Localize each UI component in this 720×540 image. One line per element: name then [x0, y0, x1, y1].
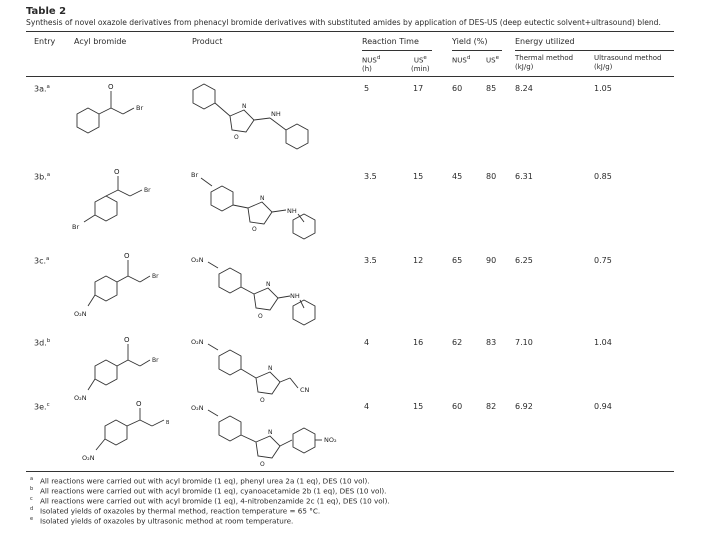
n-label: N [242, 103, 247, 110]
row-3e-acyl-bromide-structure [66, 398, 186, 470]
row-3c-yield-us: 90 [486, 256, 497, 265]
row-3d-yield-nus: 62 [452, 338, 463, 347]
row-3e-thermal: 6.92 [515, 402, 533, 411]
row-3a-us-time: 17 [413, 84, 424, 93]
nitro-label: O₂N [191, 404, 204, 412]
row-3a-thermal: 8.24 [515, 84, 533, 93]
row-3b-us-time: 15 [413, 172, 424, 181]
n-label: N [268, 365, 273, 372]
nitro-label: O₂N [74, 310, 87, 318]
oxygen-label: O [114, 168, 120, 176]
row-3a-entry: 3a.$^a$ [34, 84, 50, 94]
header-rule [26, 76, 674, 77]
row-3d-thermal: 7.10 [515, 338, 533, 347]
row-3a-yield-nus: 60 [452, 84, 463, 93]
nh-label: NH [271, 110, 281, 118]
header-reaction-time: Reaction Time [362, 37, 419, 46]
header-yield: Yield (%) [452, 37, 488, 46]
partial-b-label: B [166, 420, 170, 426]
o-label: O [234, 134, 239, 141]
nitro-label: O₂N [74, 394, 87, 402]
row-3b-ultrasound: 0.85 [594, 172, 612, 181]
row-3c-us-time: 12 [413, 256, 424, 265]
footnote-c: $^c$ All reactions were carried out with acyl bromide (1 eq), 4-nitrobenzamide 2c (1 eq), DES (10 vol). [30, 496, 390, 506]
row-3d-nus-time: 4 [364, 338, 370, 347]
row-3b-nus-time: 3.5 [364, 172, 377, 181]
row-3c-product-structure [186, 250, 336, 330]
header-energy-utilized: Energy utilized [515, 37, 575, 46]
bromine-label: Br [136, 104, 144, 112]
row-3b-entry: 3b.$^a$ [34, 172, 51, 182]
nitro-label: O₂N [191, 256, 204, 264]
row-3c-entry: 3c.$^a$ [34, 256, 50, 266]
nitro-right-label: NO₂ [324, 436, 337, 444]
bottom-rule [26, 471, 674, 472]
nitro-label: O₂N [82, 454, 95, 462]
row-3d-acyl-bromide-structure [66, 332, 176, 408]
footnote-e: $^e$ Isolated yields of oxazoles by ultrasonic method at room temperature. [30, 516, 294, 526]
cyano-label: CN [300, 386, 310, 394]
row-3b-product-structure [186, 166, 336, 242]
oxygen-label: O [124, 336, 130, 344]
subheader-us-min: $US^e$ (min) [411, 55, 430, 74]
n-label: N [268, 429, 273, 436]
partial-br-label: Br [152, 357, 159, 364]
row-3b-acyl-bromide-structure [66, 166, 176, 238]
row-3a-acyl-bromide-structure [66, 78, 166, 150]
n-label: N [260, 195, 265, 202]
row-3a-product-structure [186, 78, 336, 152]
table-caption: Synthesis of novel oxazole derivatives from phenacyl bromide derivatives with substituted amides by application of DES-US (deep eutectic solvent+ultrasound) blend. [26, 18, 661, 27]
row-3b-yield-nus: 45 [452, 172, 463, 181]
header-entry: Entry [34, 37, 56, 46]
row-3c-yield-nus: 65 [452, 256, 463, 265]
subrule-yield [452, 50, 502, 51]
subheader-ultrasound: Ultrasound method (kJ/g) [594, 54, 662, 71]
o-label: O [260, 461, 265, 468]
subheader-thermal: Thermal method (kJ/g) [515, 54, 574, 71]
subheader-nus-h: NUS$^d$ (h) [362, 55, 381, 74]
row-3a-ultrasound: 1.05 [594, 84, 612, 93]
header-acyl-bromide: Acyl bromide [74, 37, 127, 46]
row-3e-product-structure [186, 398, 376, 470]
row-3e-entry: 3e.$^c$ [34, 402, 50, 412]
subrule-energy [515, 50, 674, 51]
row-3b-yield-us: 80 [486, 172, 497, 181]
row-3c-acyl-bromide-structure [66, 250, 176, 326]
subrule-time [362, 50, 432, 51]
table-label: Table 2 [26, 6, 67, 17]
n-label: N [266, 281, 271, 288]
o-label: O [252, 226, 257, 233]
row-3d-entry: 3d.$^b$ [34, 338, 51, 348]
footnote-b: $^b$ All reactions were carried out with acyl bromide (1 eq), cyanoacetamide 2b (1 eq), DES (10 vol). [30, 486, 387, 496]
row-3e-nus-time: 4 [364, 402, 370, 411]
bromine-label: Br [191, 171, 199, 179]
row-3d-us-time: 16 [413, 338, 424, 347]
row-3e-yield-us: 82 [486, 402, 497, 411]
row-3b-thermal: 6.31 [515, 172, 533, 181]
row-3a-yield-us: 85 [486, 84, 497, 93]
oxygen-label: O [124, 252, 130, 260]
row-3e-ultrasound: 0.94 [594, 402, 612, 411]
oxygen-label: O [136, 400, 142, 408]
nh-label: NH [287, 207, 297, 215]
row-3d-yield-us: 83 [486, 338, 497, 347]
bromine-sub-label: Br [72, 223, 80, 231]
row-3c-ultrasound: 0.75 [594, 256, 612, 265]
top-rule [26, 31, 674, 32]
nitro-label: O₂N [191, 338, 204, 346]
bromine-label: Br [144, 187, 151, 194]
partial-br-label: Br [152, 273, 159, 280]
subheader-yield-nus: NUS$^d$ [452, 55, 471, 65]
row-3d-ultrasound: 1.04 [594, 338, 612, 347]
row-3e-us-time: 15 [413, 402, 424, 411]
row-3a-nus-time: 5 [364, 84, 370, 93]
footnote-d: $^d$ Isolated yields of oxazoles by thermal method, reaction temperature = 65 °C. [30, 506, 321, 516]
row-3c-nus-time: 3.5 [364, 256, 377, 265]
o-label: O [258, 313, 263, 320]
row-3e-yield-nus: 60 [452, 402, 463, 411]
o-label: O [260, 397, 265, 404]
footnote-a: $^a$ All reactions were carried out with acyl bromide (1 eq), phenyl urea 2a (1 eq), DES (10 vol). [30, 476, 370, 486]
header-product: Product [192, 37, 223, 46]
nh-label: NH [290, 292, 300, 300]
subheader-yield-us: $US^e$ [486, 55, 499, 65]
row-3c-thermal: 6.25 [515, 256, 533, 265]
oxygen-label: O [108, 83, 114, 91]
